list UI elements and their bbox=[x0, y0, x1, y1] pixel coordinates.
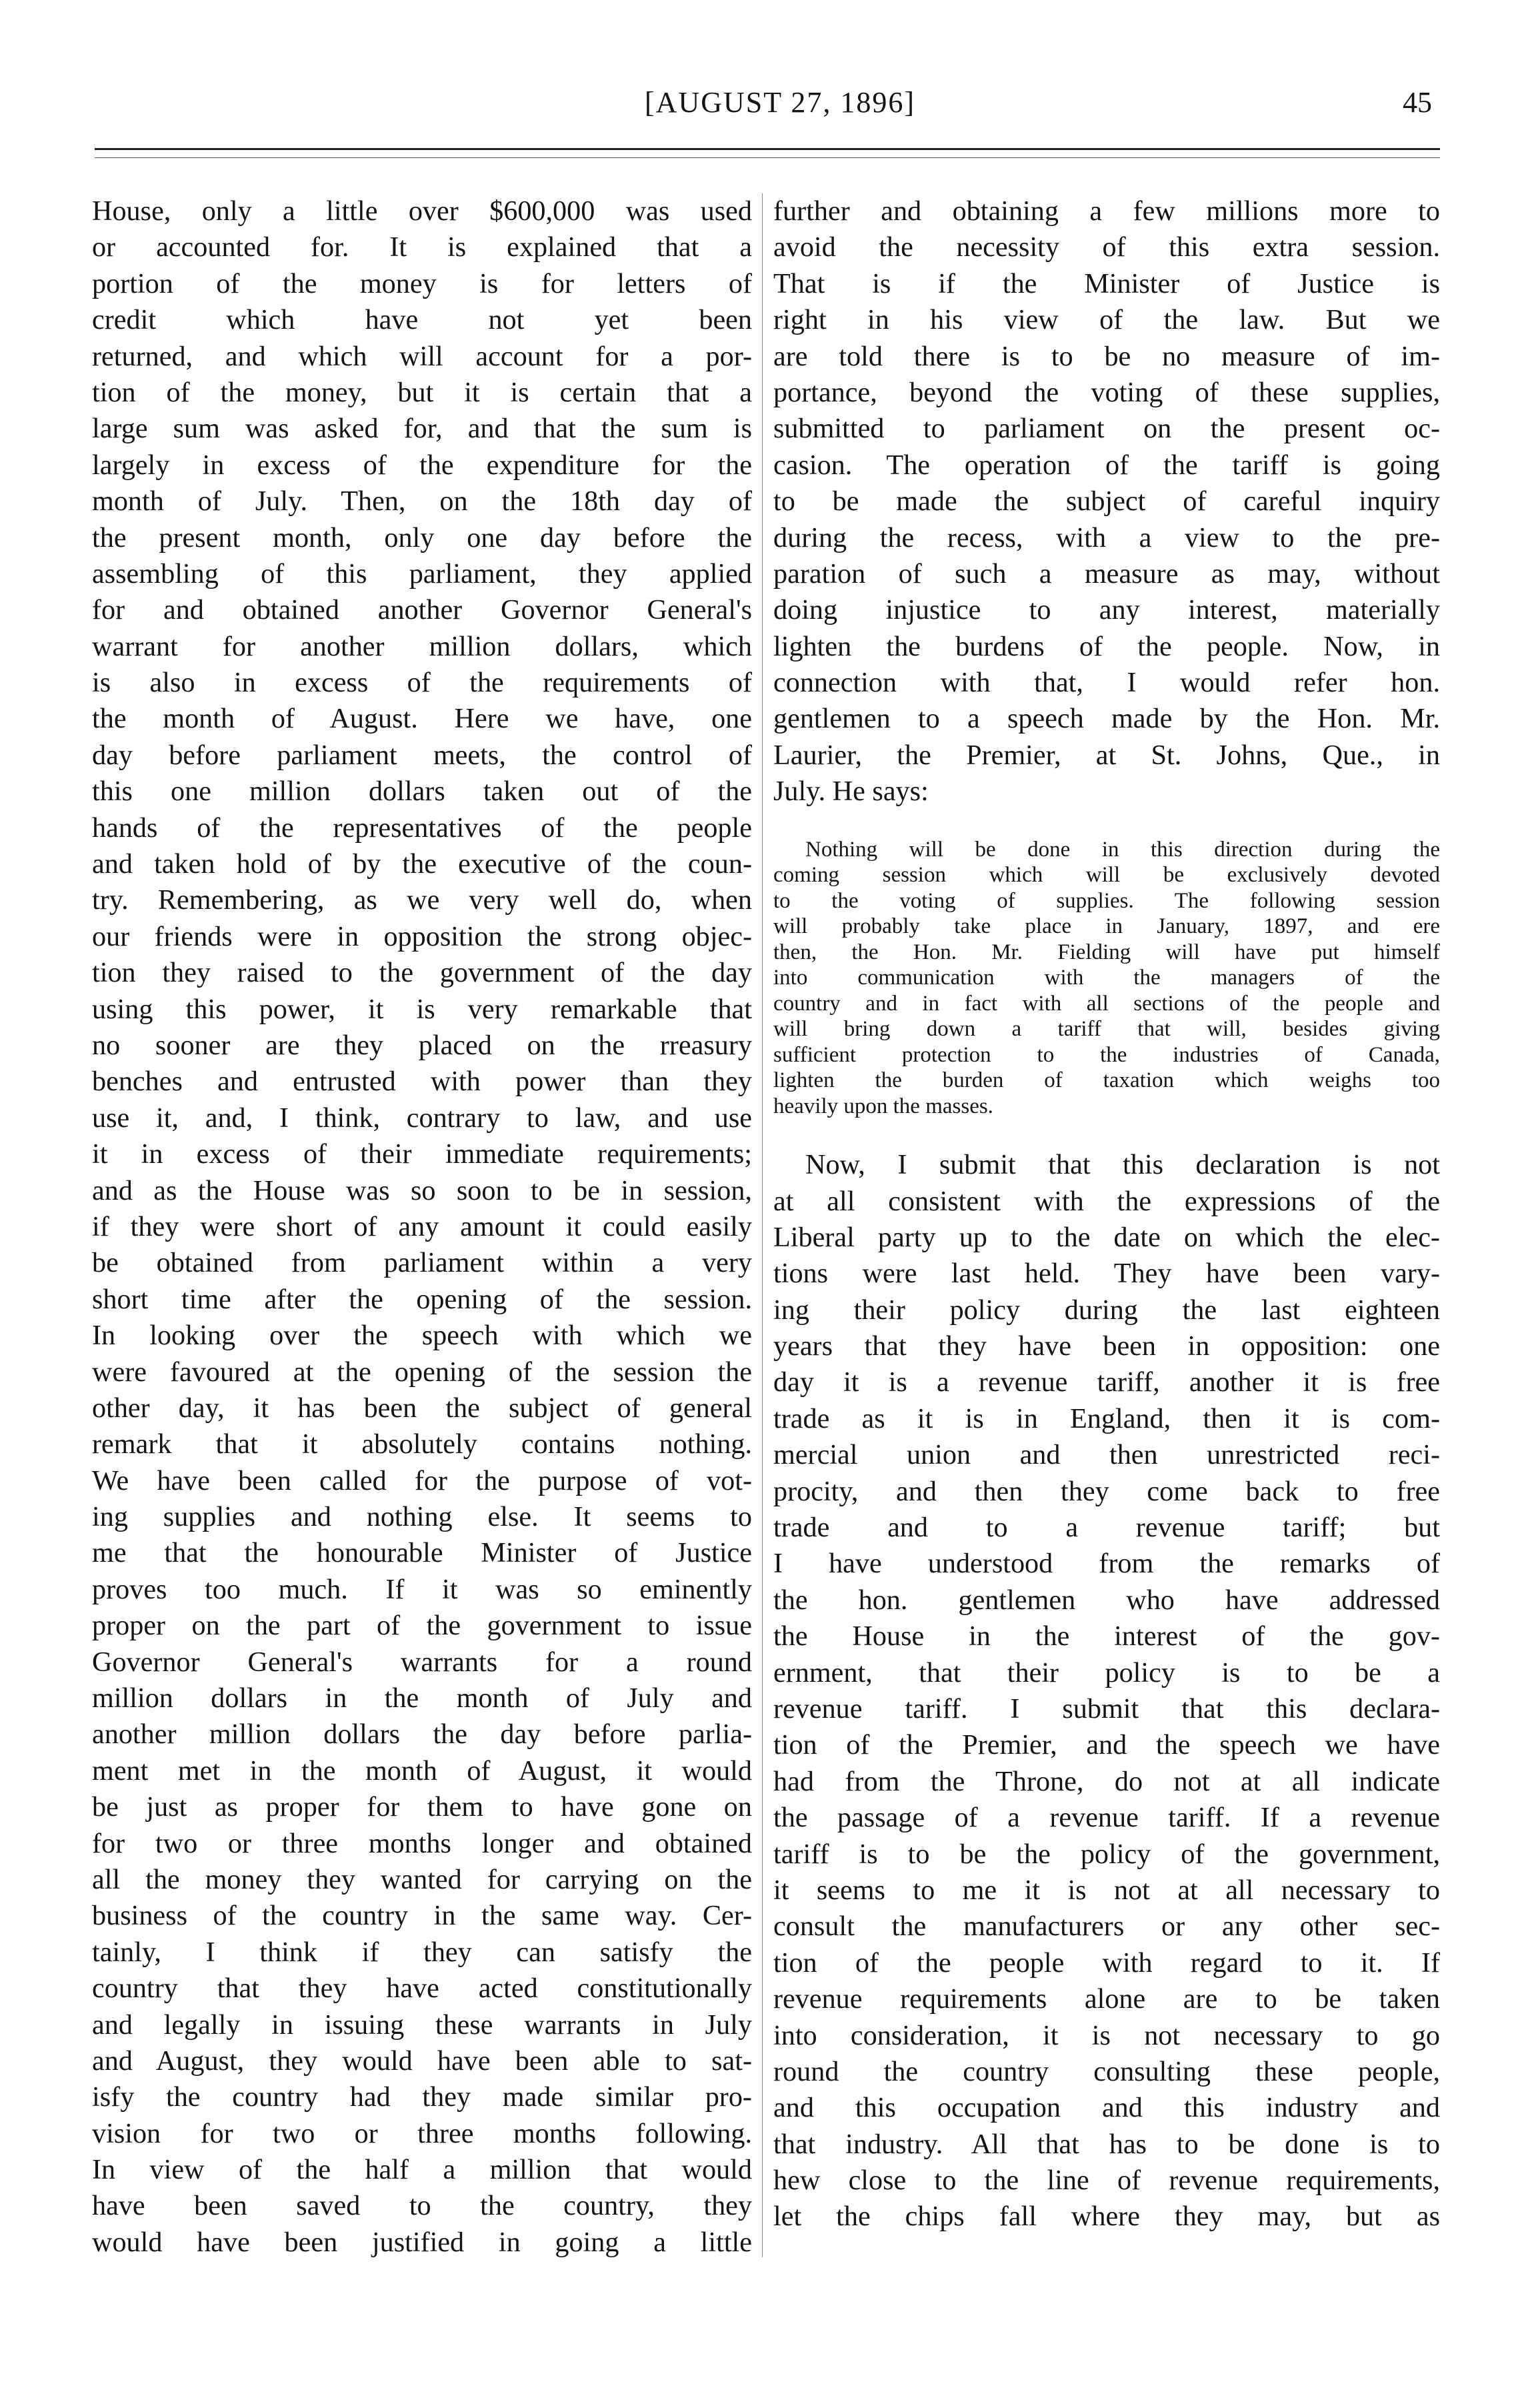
text-line: the hon. gentlemen who have addressed bbox=[773, 1584, 1440, 1616]
text-line: hew close to the line of revenue requirements, bbox=[773, 2165, 1440, 2197]
quote-line: lighten the burden of taxation which weighs too bbox=[773, 1068, 1440, 1093]
quote-line: will probably take place in January, 1897, and ere bbox=[773, 914, 1440, 939]
quote-line: Nothing will be done in this direction during the bbox=[805, 837, 1440, 862]
text-line: returned, and which will account for a por- bbox=[92, 340, 752, 372]
text-line: or accounted for. It is explained that a bbox=[92, 231, 752, 263]
text-line: and August, they would have been able to sat- bbox=[92, 2045, 752, 2077]
text-line: I have understood from the remarks of bbox=[773, 1548, 1440, 1580]
text-line: portance, beyond the voting of these supplies, bbox=[773, 376, 1440, 408]
text-line: and taken hold of by the executive of the coun- bbox=[92, 848, 752, 880]
text-line: business of the country in the same way. Cer- bbox=[92, 1900, 752, 1932]
text-line: tariff is to be the policy of the government, bbox=[773, 1838, 1440, 1870]
quote-line: heavily upon the masses. bbox=[773, 1094, 993, 1118]
text-line: during the recess, with a view to the pre- bbox=[773, 521, 1440, 553]
header-rule-thick bbox=[95, 148, 1440, 150]
header-date: [AUGUST 27, 1896] bbox=[645, 86, 915, 119]
text-line: vision for two or three months following. bbox=[92, 2117, 752, 2149]
text-line: into consideration, it is not necessary to go bbox=[773, 2019, 1440, 2051]
text-line: That is if the Minister of Justice is bbox=[773, 267, 1440, 299]
text-line: years that they have been in opposition: one bbox=[773, 1330, 1440, 1362]
text-line: isfy the country had they made similar pro- bbox=[92, 2081, 752, 2113]
text-line: ing their policy during the last eighteen bbox=[773, 1294, 1440, 1326]
text-line: avoid the necessity of this extra session. bbox=[773, 231, 1440, 263]
text-line: if they were short of any amount it could easily bbox=[92, 1210, 752, 1242]
text-line: at all consistent with the expressions of the bbox=[773, 1185, 1440, 1217]
text-line: no sooner are they placed on the rreasury bbox=[92, 1029, 752, 1061]
text-line: and this occupation and this industry and bbox=[773, 2092, 1440, 2124]
text-line: submitted to parliament on the present oc- bbox=[773, 413, 1440, 445]
text-line: revenue tariff. I submit that this declara- bbox=[773, 1693, 1440, 1724]
text-line: for and obtained another Governor General's bbox=[92, 594, 752, 626]
text-line: had from the Throne, do not at all indicate bbox=[773, 1765, 1440, 1797]
text-line: procity, and then they come back to free bbox=[773, 1475, 1440, 1507]
quote-line: sufficient protection to the industries of Canada, bbox=[773, 1042, 1440, 1067]
quote-line: to the voting of supplies. The following session bbox=[773, 888, 1440, 913]
text-line: trade as it is in England, then it is com- bbox=[773, 1402, 1440, 1434]
text-line: ing supplies and nothing else. It seems to bbox=[92, 1501, 752, 1533]
text-line: In looking over the speech with which we bbox=[92, 1320, 752, 1352]
column-divider bbox=[762, 193, 763, 2257]
paragraph bbox=[773, 193, 1440, 810]
text-line: portion of the money is for letters of bbox=[92, 267, 752, 299]
text-line: largely in excess of the expenditure for the bbox=[92, 449, 752, 481]
text-line: tions were last held. They have been vary- bbox=[773, 1258, 1440, 1290]
text-line: this one million dollars taken out of the bbox=[92, 776, 752, 808]
text-line: Laurier, the Premier, at St. Johns, Que., in bbox=[773, 739, 1440, 771]
text-line: casion. The operation of the tariff is going bbox=[773, 449, 1440, 481]
text-line: me that the honourable Minister of Justice bbox=[92, 1537, 752, 1569]
page-number: 45 bbox=[1403, 86, 1432, 119]
text-line: round the country consulting these people, bbox=[773, 2055, 1440, 2087]
text-line: other day, it has been the subject of general bbox=[92, 1392, 752, 1424]
text-line: try. Remembering, as we very well do, when bbox=[92, 884, 752, 916]
text-line: Now, I submit that this declaration is not bbox=[805, 1149, 1440, 1181]
text-line: consult the manufacturers or any other sec- bbox=[773, 1911, 1440, 1943]
text-line: day it is a revenue tariff, another it is free bbox=[773, 1366, 1440, 1398]
text-line: right in his view of the law. But we bbox=[773, 304, 1440, 336]
text-line: it seems to me it is not at all necessary to bbox=[773, 1874, 1440, 1906]
text-line: We have been called for the purpose of vot- bbox=[92, 1464, 752, 1496]
text-line: that industry. All that has to be done is to bbox=[773, 2128, 1440, 2160]
text-line: our friends were in opposition the strong objec- bbox=[92, 920, 752, 952]
quote-line: then, the Hon. Mr. Fielding will have put himself bbox=[773, 940, 1440, 964]
quote-line: country and in fact with all sections of the people and bbox=[773, 991, 1440, 1016]
text-line: for two or three months longer and obtained bbox=[92, 1827, 752, 1859]
text-line: short time after the opening of the session. bbox=[92, 1283, 752, 1315]
text-line: hands of the representatives of the people bbox=[92, 812, 752, 844]
paragraph bbox=[773, 1147, 1440, 2235]
text-line: be obtained from parliament within a very bbox=[92, 1247, 752, 1279]
text-line: doing injustice to any interest, materially bbox=[773, 594, 1440, 626]
text-line: large sum was asked for, and that the sum is bbox=[92, 413, 752, 445]
quote-line: coming session which will be exclusively devoted bbox=[773, 863, 1440, 888]
text-line: proves too much. If it was so eminently bbox=[92, 1573, 752, 1605]
quote-line: will bring down a tariff that will, besides giving bbox=[773, 1017, 1440, 1042]
text-line: ernment, that their policy is to be a bbox=[773, 1656, 1440, 1688]
text-line: mercial union and then unrestricted reci- bbox=[773, 1439, 1440, 1471]
page-header bbox=[0, 0, 1540, 147]
text-line: million dollars in the month of July and bbox=[92, 1682, 752, 1714]
text-line: assembling of this parliament, they applied bbox=[92, 557, 752, 589]
text-line: the House in the interest of the gov- bbox=[773, 1620, 1440, 1652]
text-line: tion of the Premier, and the speech we have bbox=[773, 1729, 1440, 1761]
text-line: be just as proper for them to have gone on bbox=[92, 1791, 752, 1823]
text-line: tion of the people with regard to it. If bbox=[773, 1947, 1440, 1979]
text-line: further and obtaining a few millions more to bbox=[773, 195, 1440, 227]
text-line: would have been justified in going a little bbox=[92, 2226, 752, 2258]
text-line: using this power, it is very remarkable that bbox=[92, 993, 752, 1025]
text-line: it in excess of their immediate requirements; bbox=[92, 1138, 752, 1170]
text-line: gentlemen to a speech made by the Hon. Mr. bbox=[773, 703, 1440, 735]
text-line: House, only a little over $600,000 was used bbox=[92, 195, 752, 227]
text-line: Governor General's warrants for a round bbox=[92, 1646, 752, 1678]
text-line: month of July. Then, on the 18th day of bbox=[92, 485, 752, 517]
right-column bbox=[773, 193, 1440, 2235]
block-quote bbox=[773, 837, 1440, 1120]
text-line: paration of such a measure as may, without bbox=[773, 557, 1440, 589]
text-line: another million dollars the day before parlia- bbox=[92, 1718, 752, 1750]
text-line: all the money they wanted for carrying on the bbox=[92, 1863, 752, 1895]
text-line: revenue requirements alone are to be taken bbox=[773, 1983, 1440, 2015]
left-column bbox=[92, 193, 752, 2261]
text-line: remark that it absolutely contains nothing. bbox=[92, 1428, 752, 1460]
text-line: use it, and, I think, contrary to law, and use bbox=[92, 1102, 752, 1134]
text-line: credit which have not yet been bbox=[92, 304, 752, 336]
text-line: tainly, I think if they can satisfy the bbox=[92, 1936, 752, 1968]
text-line: ment met in the month of August, it would bbox=[92, 1754, 752, 1786]
text-line: benches and entrusted with power than they bbox=[92, 1066, 752, 1098]
text-line: and legally in issuing these warrants in July bbox=[92, 2009, 752, 2041]
text-line: were favoured at the opening of the session the bbox=[92, 1356, 752, 1388]
text-line: the month of August. Here we have, one bbox=[92, 703, 752, 735]
text-line: proper on the part of the government to issue bbox=[92, 1610, 752, 1642]
text-line: to be made the subject of careful inquiry bbox=[773, 485, 1440, 517]
header-rule-thin bbox=[95, 157, 1440, 158]
text-line: July. He says: bbox=[773, 776, 929, 808]
text-line: the present month, only one day before the bbox=[92, 521, 752, 553]
text-line: day before parliament meets, the control of bbox=[92, 739, 752, 771]
text-line: lighten the burdens of the people. Now, in bbox=[773, 630, 1440, 662]
text-line: tion of the money, but it is certain that a bbox=[92, 376, 752, 408]
text-line: connection with that, I would refer hon. bbox=[773, 667, 1440, 699]
text-line: tion they raised to the government of the day bbox=[92, 957, 752, 989]
text-line: have been saved to the country, they bbox=[92, 2190, 752, 2222]
text-line: In view of the half a million that would bbox=[92, 2154, 752, 2186]
text-line: the passage of a revenue tariff. If a revenue bbox=[773, 1802, 1440, 1834]
text-line: let the chips fall where they may, but as bbox=[773, 2201, 1440, 2233]
text-line: are told there is to be no measure of im- bbox=[773, 340, 1440, 372]
text-line: and as the House was so soon to be in session, bbox=[92, 1174, 752, 1206]
text-line: Liberal party up to the date on which the elec- bbox=[773, 1221, 1440, 1253]
text-line: country that they have acted constitutionally bbox=[92, 1973, 752, 2005]
text-line: trade and to a revenue tariff; but bbox=[773, 1512, 1440, 1544]
quote-line: into communication with the managers of the bbox=[773, 966, 1440, 990]
text-line: is also in excess of the requirements of bbox=[92, 667, 752, 699]
text-line: warrant for another million dollars, which bbox=[92, 630, 752, 662]
